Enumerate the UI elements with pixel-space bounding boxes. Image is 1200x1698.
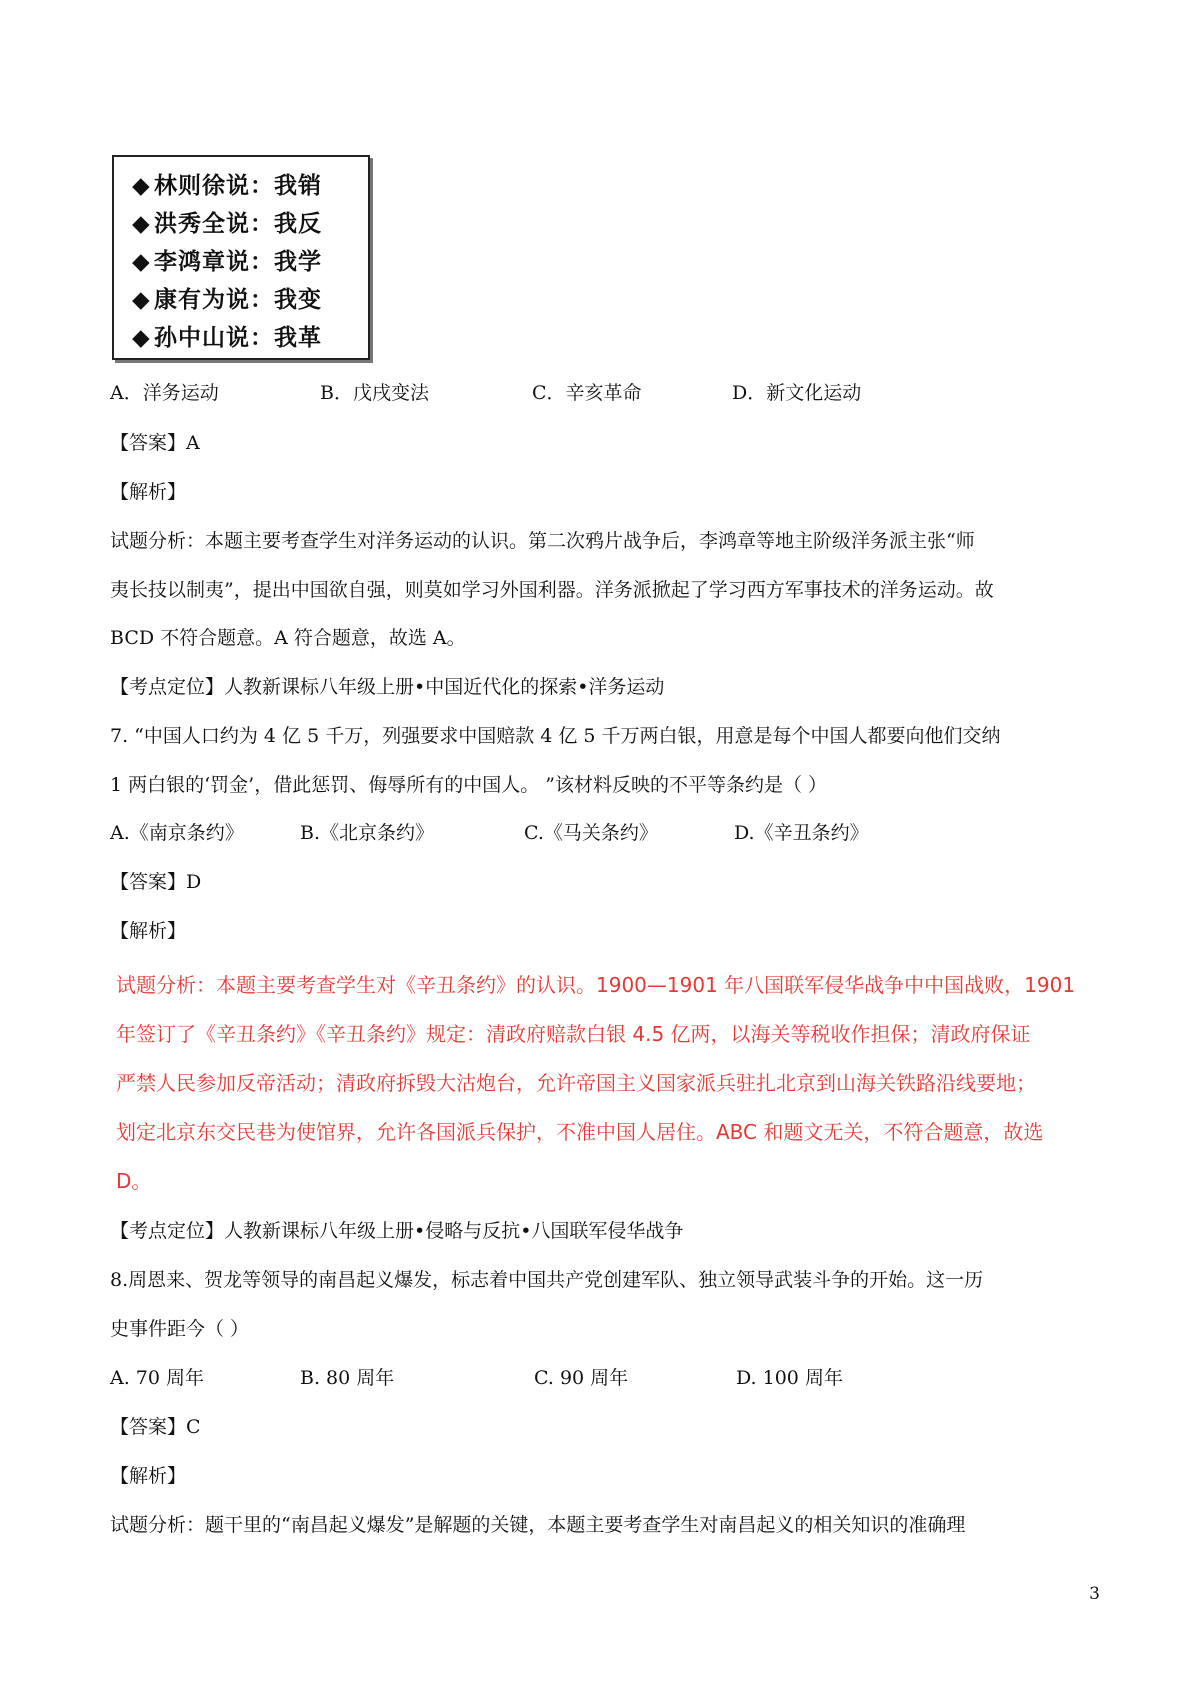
q8-option-a: A. 70 周年 [110, 1367, 205, 1389]
q6-option-d: D．新文化运动 [732, 382, 862, 404]
q8-analysis-label: 【解析】 [110, 1465, 187, 1487]
q8-option-d: D. 100 周年 [736, 1367, 843, 1389]
q7-option-b: B.《北京条约》 [300, 822, 435, 844]
q8-option-c: C. 90 周年 [534, 1367, 629, 1389]
q7-answer: 【答案】D [110, 871, 202, 893]
q6-option-c: C．辛亥革命 [532, 382, 642, 404]
q8-analysis-line: 试题分析：题干里的“南昌起义爆发”是解题的关键，本题主要考查学生对南昌起义的相关知识的准确理 [110, 1514, 966, 1536]
q7-kaodian: 【考点定位】人教新课标八年级上册•侵略与反抗•八国联军侵华战争 [110, 1220, 684, 1242]
q6-analysis-line: BCD 不符合题意。A 符合题意，故选 A。 [110, 627, 466, 649]
q7-stem-line: 7. “中国人口约为 4 亿 5 千万，列强要求中国赔款 4 亿 5 千万两白银，用意是每个中国人都要向他们交纳 [110, 725, 1001, 747]
q8-options [110, 1363, 843, 1393]
q7-analysis-line: 年签订了《辛丑条约》《辛丑条约》规定：清政府赔款白银 4.5 亿两，以海关等税收作担保；清政府保证 [116, 1022, 1031, 1046]
q8-answer: 【答案】C [110, 1416, 201, 1438]
q6-option-a: A．洋务运动 [110, 382, 219, 404]
q6-option-b: B．戊戌变法 [320, 382, 429, 404]
q7-options [110, 818, 869, 848]
page-number: 3 [1089, 1584, 1100, 1604]
quote-line: ◆ 孙中山说：我革 [132, 319, 368, 357]
diamond-bullet-icon: ◆ [132, 249, 151, 275]
q7-option-c: C.《马关条约》 [524, 822, 658, 844]
q6-kaodian: 【考点定位】人教新课标八年级上册•中国近代化的探索•洋务运动 [110, 676, 665, 698]
q7-analysis-line: 划定北京东交民巷为使馆界，允许各国派兵保护，不准中国人居住。ABC 和题文无关，不符合题意，故选 [116, 1120, 1044, 1144]
q7-option-a: A.《南京条约》 [110, 822, 244, 844]
q7-analysis-line: 严禁人民参加反帝活动；清政府拆毁大沽炮台，允许帝国主义国家派兵驻扎北京到山海关铁路沿线要地； [116, 1071, 1036, 1095]
quote-line: ◆ 康有为说：我变 [132, 281, 368, 319]
diamond-bullet-icon: ◆ [132, 287, 151, 313]
q6-analysis-line: 夷长技以制夷”，提出中国欲自强，则莫如学习外国利器。洋务派掀起了学习西方军事技术的洋务运动。故 [110, 579, 994, 601]
quote-line: ◆ 洪秀全说：我反 [132, 205, 368, 243]
q6-answer: 【答案】A [110, 432, 200, 454]
q7-analysis-line: 试题分析：本题主要考查学生对《辛丑条约》的认识。1900—1901 年八国联军侵华战争中中国战败，1901 [116, 973, 1076, 997]
q6-analysis-label: 【解析】 [110, 481, 187, 503]
q7-option-d: D.《辛丑条约》 [734, 822, 869, 844]
q8-option-b: B. 80 周年 [300, 1367, 395, 1389]
quote-line: ◆ 林则徐说：我销 [132, 167, 368, 205]
q6-options [110, 378, 861, 408]
q7-analysis-label: 【解析】 [110, 920, 187, 942]
q7-analysis-line: D。 [116, 1169, 152, 1193]
q7-stem-line: 1 两白银的‘罚金’，借此惩罚、侮辱所有的中国人。 ”该材料反映的不平等条约是（ ） [110, 774, 828, 796]
diamond-bullet-icon: ◆ [132, 325, 151, 351]
diamond-bullet-icon: ◆ [132, 211, 151, 237]
q8-stem-line: 史事件距今（ ） [110, 1318, 250, 1340]
quote-box [112, 155, 370, 360]
q8-stem-line: 8.周恩来、贺龙等领导的南昌起义爆发，标志着中国共产党创建军队、独立领导武装斗争的开始。这一历 [110, 1269, 984, 1291]
diamond-bullet-icon: ◆ [132, 173, 151, 199]
quote-line: ◆ 李鸿章说：我学 [132, 243, 368, 281]
q6-analysis-line: 试题分析：本题主要考查学生对洋务运动的认识。第二次鸦片战争后，李鸿章等地主阶级洋务派主张“师 [110, 530, 975, 552]
